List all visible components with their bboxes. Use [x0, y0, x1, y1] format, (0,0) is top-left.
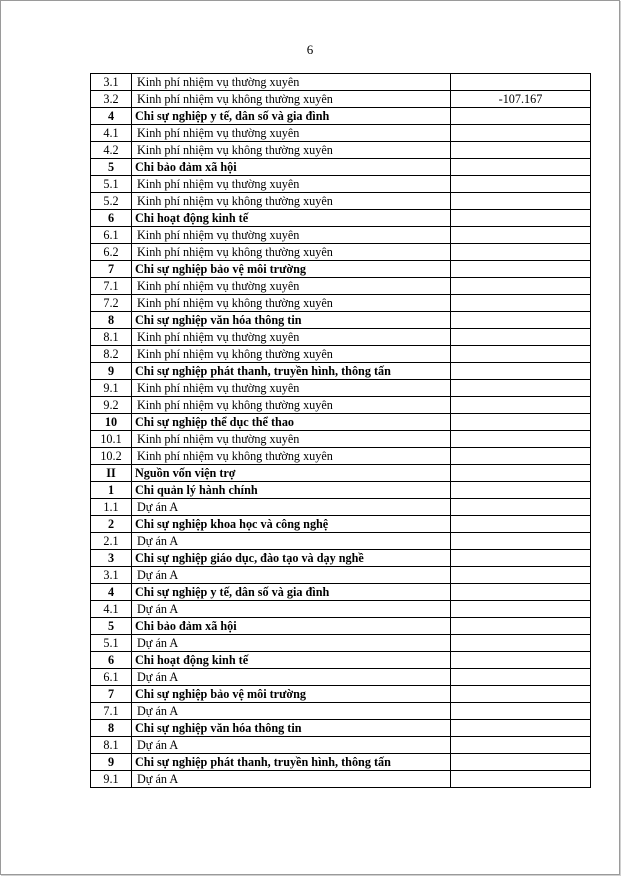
row-number: 7.1 [91, 278, 132, 295]
row-number: 6.1 [91, 227, 132, 244]
row-number: 10 [91, 414, 132, 431]
table-row [91, 465, 591, 482]
row-value [451, 567, 591, 584]
row-item-name: Chi sự nghiệp phát thanh, truyền hình, thông tấn [132, 363, 451, 380]
row-item-name: Chi sự nghiệp bảo vệ môi trường [132, 261, 451, 278]
table-row [91, 431, 591, 448]
row-value [451, 550, 591, 567]
row-value [451, 533, 591, 550]
row-item-name: Chi sự nghiệp thể dục thể thao [132, 414, 451, 431]
row-item-name: Dự án A [132, 499, 451, 516]
row-value [451, 108, 591, 125]
table-row [91, 91, 591, 108]
row-value [451, 363, 591, 380]
row-value [451, 414, 591, 431]
row-item-name: Kinh phí nhiệm vụ thường xuyên [132, 278, 451, 295]
row-number: 5.1 [91, 635, 132, 652]
table-row [91, 686, 591, 703]
row-value [451, 397, 591, 414]
table-row [91, 363, 591, 380]
row-item-name: Kinh phí nhiệm vụ thường xuyên [132, 176, 451, 193]
table-row [91, 142, 591, 159]
row-item-name: Chi quản lý hành chính [132, 482, 451, 499]
row-number: 4 [91, 108, 132, 125]
table-row [91, 210, 591, 227]
row-value [451, 227, 591, 244]
row-item-name: Chi sự nghiệp văn hóa thông tin [132, 720, 451, 737]
row-item-name: Dự án A [132, 737, 451, 754]
row-item-name: Dự án A [132, 635, 451, 652]
row-number: 6.2 [91, 244, 132, 261]
row-value [451, 244, 591, 261]
row-number: 7 [91, 261, 132, 278]
row-value [451, 329, 591, 346]
table-row [91, 720, 591, 737]
row-number: 5 [91, 618, 132, 635]
row-value [451, 125, 591, 142]
row-number: 3.1 [91, 567, 132, 584]
row-item-name: Kinh phí nhiệm vụ không thường xuyên [132, 448, 451, 465]
table-row [91, 312, 591, 329]
row-value [451, 159, 591, 176]
row-item-name: Kinh phí nhiệm vụ không thường xuyên [132, 397, 451, 414]
row-item-name: Kinh phí nhiệm vụ thường xuyên [132, 431, 451, 448]
table-row [91, 227, 591, 244]
row-value [451, 295, 591, 312]
row-number: 5 [91, 159, 132, 176]
row-value [451, 210, 591, 227]
row-value [451, 737, 591, 754]
row-item-name: Dự án A [132, 771, 451, 788]
table-row [91, 414, 591, 431]
table-row [91, 652, 591, 669]
row-number: 3.1 [91, 74, 132, 91]
row-value [451, 261, 591, 278]
table-row [91, 193, 591, 210]
row-value [451, 499, 591, 516]
budget-table [90, 73, 591, 788]
table-row [91, 703, 591, 720]
row-value [451, 142, 591, 159]
row-item-name: Kinh phí nhiệm vụ không thường xuyên [132, 346, 451, 363]
row-item-name: Nguồn vốn viện trợ [132, 465, 451, 482]
table-row [91, 737, 591, 754]
row-item-name: Kinh phí nhiệm vụ không thường xuyên [132, 91, 451, 108]
row-value [451, 618, 591, 635]
row-value [451, 346, 591, 363]
row-number: 4.1 [91, 125, 132, 142]
row-number: 6.1 [91, 669, 132, 686]
row-item-name: Chi hoạt động kinh tế [132, 210, 451, 227]
row-item-name: Chi hoạt động kinh tế [132, 652, 451, 669]
row-item-name: Chi sự nghiệp bảo vệ môi trường [132, 686, 451, 703]
row-number: 9 [91, 363, 132, 380]
table-row [91, 533, 591, 550]
row-number: 6 [91, 652, 132, 669]
row-number: 10.1 [91, 431, 132, 448]
table-row [91, 635, 591, 652]
table-row [91, 601, 591, 618]
table-row [91, 771, 591, 788]
row-item-name: Kinh phí nhiệm vụ thường xuyên [132, 329, 451, 346]
table-row [91, 159, 591, 176]
row-value [451, 652, 591, 669]
row-number: 9.1 [91, 380, 132, 397]
table-row [91, 278, 591, 295]
row-number: 8.2 [91, 346, 132, 363]
row-number: 4.2 [91, 142, 132, 159]
row-value [451, 448, 591, 465]
row-value [451, 278, 591, 295]
row-item-name: Dự án A [132, 533, 451, 550]
row-value [451, 193, 591, 210]
row-item-name: Chi sự nghiệp khoa học và công nghệ [132, 516, 451, 533]
row-number: 4.1 [91, 601, 132, 618]
row-number: 9.2 [91, 397, 132, 414]
row-number: 3 [91, 550, 132, 567]
table-row [91, 550, 591, 567]
table-row [91, 346, 591, 363]
table-row [91, 176, 591, 193]
row-value [451, 431, 591, 448]
row-item-name: Chi sự nghiệp y tế, dân số và gia đình [132, 108, 451, 125]
row-value [451, 465, 591, 482]
row-number: 8 [91, 720, 132, 737]
row-number: 9 [91, 754, 132, 771]
row-value [451, 754, 591, 771]
row-item-name: Kinh phí nhiệm vụ không thường xuyên [132, 193, 451, 210]
row-number: 7 [91, 686, 132, 703]
row-item-name: Kinh phí nhiệm vụ không thường xuyên [132, 244, 451, 261]
table-row [91, 482, 591, 499]
row-number: 8.1 [91, 329, 132, 346]
row-number: 3.2 [91, 91, 132, 108]
table-row [91, 516, 591, 533]
row-number: II [91, 465, 132, 482]
table-row [91, 567, 591, 584]
row-item-name: Chi sự nghiệp phát thanh, truyền hình, thông tấn [132, 754, 451, 771]
row-item-name: Kinh phí nhiệm vụ thường xuyên [132, 227, 451, 244]
row-value [451, 176, 591, 193]
table-row [91, 669, 591, 686]
row-value [451, 669, 591, 686]
row-item-name: Dự án A [132, 601, 451, 618]
row-value [451, 601, 591, 618]
row-item-name: Kinh phí nhiệm vụ không thường xuyên [132, 142, 451, 159]
table-row [91, 499, 591, 516]
row-number: 6 [91, 210, 132, 227]
row-value [451, 482, 591, 499]
row-value [451, 584, 591, 601]
row-value: -107.167 [451, 91, 591, 108]
row-value [451, 771, 591, 788]
table-row [91, 448, 591, 465]
row-value [451, 380, 591, 397]
row-value [451, 516, 591, 533]
table-row [91, 74, 591, 91]
row-item-name: Chi sự nghiệp văn hóa thông tin [132, 312, 451, 329]
row-item-name: Chi bảo đảm xã hội [132, 618, 451, 635]
table-row [91, 329, 591, 346]
row-value [451, 74, 591, 91]
table-row [91, 125, 591, 142]
table-row [91, 397, 591, 414]
table-row [91, 754, 591, 771]
row-value [451, 312, 591, 329]
row-item-name: Dự án A [132, 703, 451, 720]
row-number: 2.1 [91, 533, 132, 550]
table-row [91, 380, 591, 397]
row-item-name: Kinh phí nhiệm vụ không thường xuyên [132, 295, 451, 312]
table-row [91, 244, 591, 261]
row-item-name: Chi bảo đảm xã hội [132, 159, 451, 176]
table-row [91, 295, 591, 312]
row-value [451, 703, 591, 720]
row-number: 5.2 [91, 193, 132, 210]
row-number: 5.1 [91, 176, 132, 193]
row-number: 1 [91, 482, 132, 499]
row-item-name: Chi sự nghiệp y tế, dân số và gia đình [132, 584, 451, 601]
row-value [451, 686, 591, 703]
budget-table-body [91, 74, 591, 788]
row-value [451, 720, 591, 737]
row-number: 7.2 [91, 295, 132, 312]
row-item-name: Dự án A [132, 567, 451, 584]
row-item-name: Kinh phí nhiệm vụ thường xuyên [132, 380, 451, 397]
row-item-name: Dự án A [132, 669, 451, 686]
row-number: 8 [91, 312, 132, 329]
row-number: 4 [91, 584, 132, 601]
row-number: 7.1 [91, 703, 132, 720]
row-number: 1.1 [91, 499, 132, 516]
table-row [91, 584, 591, 601]
table-row [91, 261, 591, 278]
row-item-name: Kinh phí nhiệm vụ thường xuyên [132, 74, 451, 91]
row-number: 2 [91, 516, 132, 533]
row-item-name: Chi sự nghiệp giáo dục, đào tạo và dạy nghề [132, 550, 451, 567]
row-value [451, 635, 591, 652]
table-row [91, 618, 591, 635]
row-number: 8.1 [91, 737, 132, 754]
row-item-name: Kinh phí nhiệm vụ thường xuyên [132, 125, 451, 142]
table-row [91, 108, 591, 125]
row-number: 9.1 [91, 771, 132, 788]
row-number: 10.2 [91, 448, 132, 465]
page-number: 6 [306, 42, 314, 57]
